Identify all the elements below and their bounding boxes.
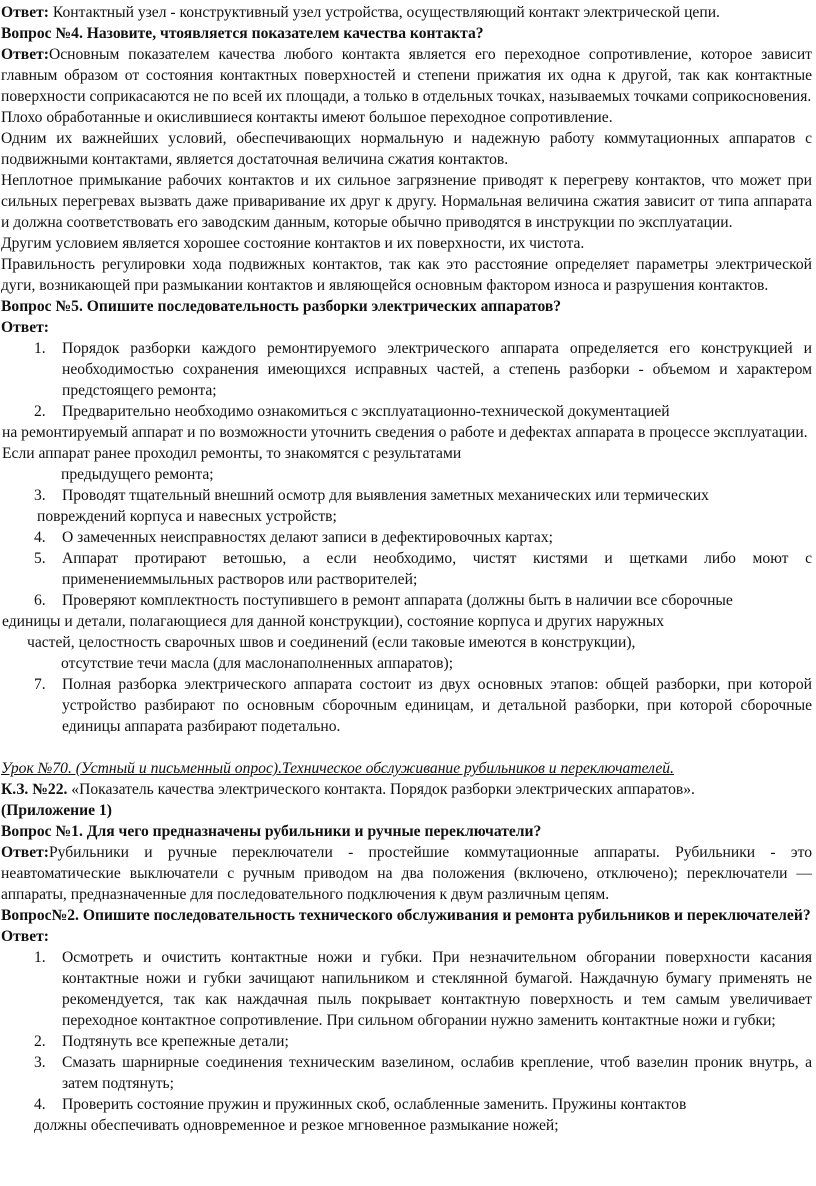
- q5-list: [1, 338, 812, 422]
- answer-text: Контактный узел - конструктивный узел устройства, осуществляющий контакт электрической цепи.: [48, 4, 720, 21]
- list-number: 3.: [34, 487, 46, 504]
- list-item: [1, 485, 812, 506]
- list-number: 4.: [34, 1096, 46, 1113]
- answer-label: Ответ:: [1, 844, 49, 861]
- q2-list: [1, 947, 812, 1115]
- list-continuation: единицы и детали, полагающиеся для данной конструкции), состояние корпуса и других наружных: [2, 613, 665, 630]
- list-number: 1.: [34, 949, 46, 966]
- list-number: 6.: [34, 592, 46, 609]
- list-continuation: повреждений корпуса и навесных устройств;: [37, 508, 337, 525]
- list-item: [1, 527, 812, 548]
- list-text: Проверить состояние пружин и пружинных скоб, ослабленные заменить. Пружины контактов: [62, 1096, 687, 1113]
- kz-appendix: [1, 800, 812, 821]
- list-text: Проверяют комплектность поступившего в ремонт аппарата (должны быть в наличии все сборочные: [62, 592, 733, 609]
- q5-list: [1, 527, 812, 611]
- answer-text: Рубильники и ручные переключатели - простейшие коммутационные аппараты. Рубильники - это неавтоматические выключатели с ручным приводом на два положения (включено, отключено); переключатели — аппараты, предназначенные для последовательного подключения к двум различным цепям.: [1, 844, 812, 903]
- list-text: Подтянуть все крепежные детали;: [62, 1033, 289, 1050]
- list-number: 1.: [34, 340, 46, 357]
- q1-question: [1, 821, 812, 842]
- list-text: Смазать шарнирные соединения техническим вазелином, ослабив крепление, чтоб вазелин проник внутрь, а затем подтянуть;: [62, 1054, 812, 1092]
- answer-text: Основным показателем качества любого контакта является его переходное сопротивление, которое зависит главным образом от состояния контактных поверхностей и степени прижатия их одна к другой, так как контактные поверхности соприкасаются не по всей их площади, а только в отдельных точках, называемых точками соприкосновения.: [1, 46, 812, 105]
- question-text: Вопрос №5. Опишите последовательность разборки электрических аппаратов?: [1, 298, 562, 315]
- list-item: [1, 338, 812, 401]
- list-number: 4.: [34, 529, 46, 546]
- list-item: [1, 590, 812, 611]
- list-text: Проводят тщательный внешний осмотр для выявления заметных механических или термических: [62, 487, 709, 504]
- list-item: [1, 947, 812, 1031]
- answer-label: Ответ:: [1, 319, 49, 336]
- q4-paragraph: Неплотное примыкание рабочих контактов и их сильное загрязнение приводят к перегреву контактов, что может при сильных перегревах вызвать даже приваривание их друг к другу. Нормальная величина сжатия зависит от типа аппарата и должна соответствовать его заводским данным, которые обычно приводятся в инструкции по эксплуатации.: [1, 172, 812, 231]
- list-text: Порядок разборки каждого ремонтируемого электрического аппарата определяется его конструкцией и необходимостью сохранения имеющихся исправных частей, а степень разборки - объемом и характером предстоящего ремонта;: [62, 340, 812, 399]
- kz-label: К.З. №22.: [1, 781, 68, 798]
- q4-paragraph: Плохо обработанные и окислившиеся контакты имеют большое переходное сопротивление.: [1, 109, 613, 126]
- list-number: 2.: [34, 1033, 46, 1050]
- list-number: 2.: [34, 403, 46, 420]
- q4-paragraph: Правильность регулировки хода подвижных контактов, так как это расстояние определяет параметры электрической дуги, возникающей при размыкании контактов и являющейся основным фактором износа и разрушения контактов.: [1, 256, 812, 294]
- answer-label: Ответ:: [1, 928, 49, 945]
- list-number: 7.: [34, 676, 46, 693]
- answer-label: Ответ:: [1, 46, 49, 63]
- list-item: [1, 401, 812, 422]
- answer-label: Ответ:: [1, 4, 49, 21]
- list-number: 3.: [34, 1054, 46, 1071]
- list-text: Аппарат протирают ветошью, а если необходимо, чистят кистями и щетками либо моют с применениеммыльных растворов или растворителей;: [62, 550, 812, 588]
- list-item: [1, 548, 812, 590]
- q5-list: [1, 485, 812, 506]
- list-text: Полная разборка электрического аппарата состоит из двух основных этапов: общей разборки, при которой устройство разбирают по основным сборочным единицам, и детальной разборки, при которой сборочные единицы аппарата разбирают подетально.: [62, 676, 812, 735]
- appendix-label: (Приложение 1): [1, 802, 112, 819]
- q4-paragraph: Другим условием является хорошее состояние контактов и их поверхности, их чистота.: [1, 235, 585, 252]
- list-continuation: частей, целостность сварочных швов и соединений (если таковые имеются в конструкции),: [27, 634, 636, 651]
- question-text: Вопрос№2. Опишите последовательность технического обслуживания и ремонта рубильников и переключателей?: [1, 907, 811, 924]
- list-item: [1, 1094, 812, 1115]
- list-text: Осмотреть и очистить контактные ножи и губки. При незначительном обгорании поверхности касания контактные ножи и губки зачищают напильником и стеклянной бумагой. Наждачную бумагу применять не рекомендуется, так как наждачная пыль покрывает контактную поверхность и тем самым увеличивает переходное контактное сопротивление. При сильном обгорании нужно заменить контактные ножи и губки;: [62, 949, 812, 1029]
- kz-line: [1, 779, 812, 800]
- intro-answer: [1, 2, 812, 23]
- q1-answer: [1, 842, 812, 905]
- list-item: [1, 1031, 812, 1052]
- q2-question: [1, 905, 812, 926]
- q4-paragraph: Одним их важнейших условий, обеспечивающих нормальную и надежную работу коммутационных аппаратов с подвижными контактами, является достаточная величина сжатия контактов.: [1, 130, 812, 168]
- list-text: Предварительно необходимо ознакомиться с эксплуатационно-технической документацией: [62, 403, 670, 420]
- list-text: О замеченных неисправностях делают записи в дефектировочных картах;: [62, 529, 553, 546]
- list-number: 5.: [34, 550, 46, 567]
- list-continuation: должны обеспечивать одновременное и резкое мгновенное размыкание ножей;: [34, 1117, 559, 1134]
- list-item: [1, 1052, 812, 1094]
- lesson-title: Урок №70. (Устный и письменный опрос).Техническое обслуживание рубильников и переключателей.: [1, 760, 674, 777]
- kz-text: «Показатель качества электрического контакта. Порядок разборки электрических аппаратов».: [67, 781, 695, 798]
- question-text: Вопрос №1. Для чего предназначены рубильники и ручные переключатели?: [1, 823, 542, 840]
- q4-answer: [1, 44, 812, 107]
- list-continuation: на ремонтируемый аппарат и по возможности уточнить сведения о работе и дефектах аппарата в процессе эксплуатации. Если аппарат ранее проходил ремонты, то знакомятся с результатами: [2, 424, 808, 462]
- list-continuation: отсутствие течи масла (для маслонаполненных аппаратов);: [61, 655, 454, 672]
- question-text: Вопрос №4. Назовите, чтоявляется показателем качества контакта?: [1, 25, 484, 42]
- q5-answer-label: [1, 317, 812, 338]
- q5-question: [1, 296, 812, 317]
- list-continuation: предыдущего ремонта;: [61, 466, 214, 483]
- q2-answer-label: [1, 926, 812, 947]
- q5-list: [1, 674, 812, 737]
- q4-question: [1, 23, 812, 44]
- list-item: [1, 674, 812, 737]
